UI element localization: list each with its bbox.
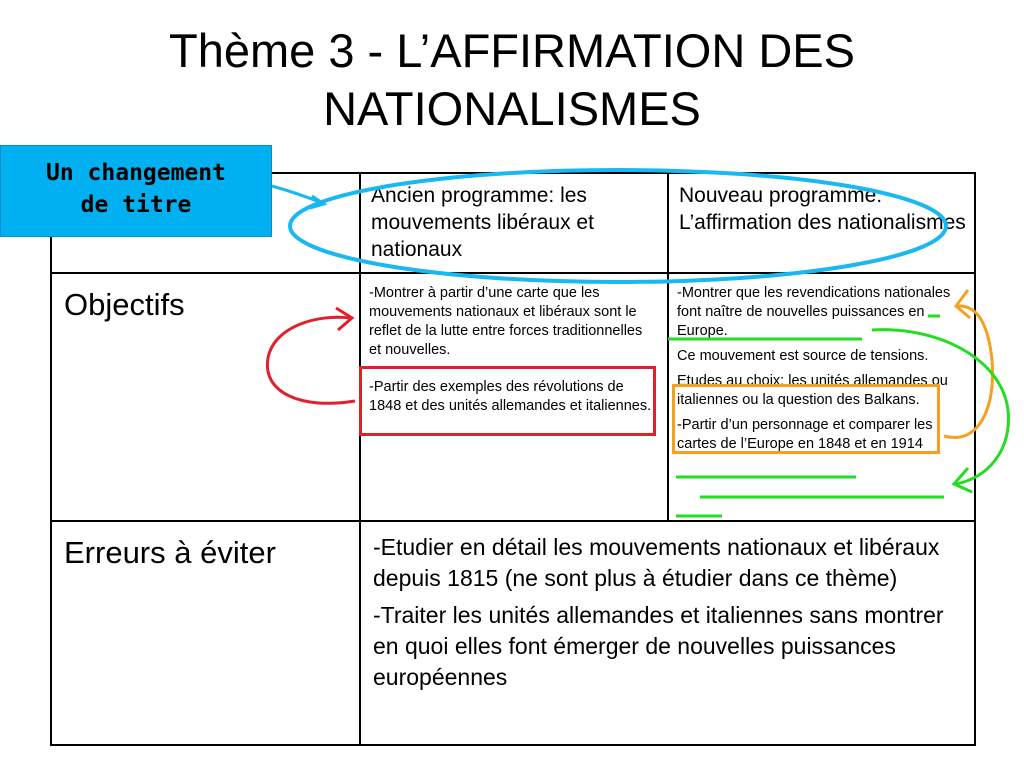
objectifs-ancien-text-1: -Montrer à partir d’une carte que les mouvements nationaux et libéraux sont le reflet de la lutte entre forces traditionnelles et nouvelles. [369, 285, 643, 358]
header-ancien-programme: Ancien programme: les mouvements libéraux et nationaux [360, 173, 668, 273]
comparison-table [50, 172, 976, 746]
red-highlight-box [359, 366, 656, 436]
erreurs-text-1: -Etudier en détail les mouvements nationaux et libéraux depuis 1815 (ne sont plus à étudier dans ce thème) [373, 534, 940, 591]
objectifs-nouveau-text-2: Ce mouvement est source de tensions. [677, 348, 929, 364]
header-nouveau-programme: Nouveau programme: L’affirmation des nationalismes [668, 173, 975, 273]
row-label-objectifs: Objectifs [51, 273, 360, 521]
objectifs-nouveau-text-1: -Montrer que les revendications nationales font naître de nouvelles puissances en Europe. [677, 285, 951, 339]
row-label-erreurs: Erreurs à éviter [51, 521, 360, 745]
objectifs-nouveau-text-3: Etudes au choix: les unités allemandes ou italiennes ou la question des Balkans. [677, 373, 948, 408]
erreurs-cell [360, 521, 975, 745]
erreurs-text-2: -Traiter les unités allemandes et italiennes sans montrer en quoi elles font émerger de nouvelles puissances européennes [373, 602, 944, 690]
objectifs-nouveau-text-4: -Partir d’un personnage et comparer les cartes de l’Europe en 1848 et en 1914 [677, 417, 933, 452]
slide-title-line2: NATIONALISMES [323, 82, 701, 135]
table-row-erreurs [51, 521, 975, 745]
orange-highlight-box [672, 384, 940, 454]
slide-title-line1: Thème 3 - L’AFFIRMATION DES [169, 24, 855, 77]
slide-title [0, 22, 1024, 138]
callout-line1: Un changement [45, 160, 226, 186]
callout-changement-titre [0, 145, 272, 237]
callout-line2: de titre [80, 192, 192, 218]
objectifs-ancien-text-2: -Partir des exemples des révolutions de 1848 et des unités allemandes et italiennes. [369, 379, 652, 414]
